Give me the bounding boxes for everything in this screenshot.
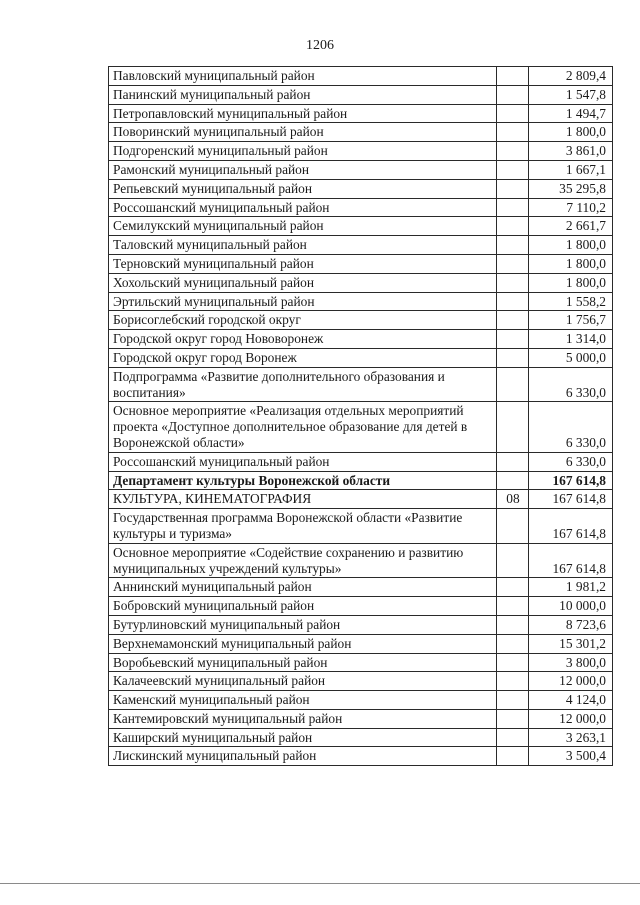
- row-name-cell: КУЛЬТУРА, КИНЕМАТОГРАФИЯ: [109, 490, 497, 509]
- row-value-cell: 3 800,0: [529, 653, 613, 672]
- row-name-cell: Основное мероприятие «Реализация отдельных мероприятий проекта «Доступное дополнительное образование для детей в Воронежской области»: [109, 402, 497, 452]
- row-value-cell: 3 861,0: [529, 142, 613, 161]
- row-value-cell: 2 809,4: [529, 67, 613, 86]
- row-name-cell: Терновский муниципальный район: [109, 254, 497, 273]
- row-code-cell: [497, 367, 529, 402]
- row-value-cell: 10 000,0: [529, 597, 613, 616]
- row-name-cell: Государственная программа Воронежской области «Развитие культуры и туризма»: [109, 509, 497, 544]
- row-name-cell: Воробьевский муниципальный район: [109, 653, 497, 672]
- row-name-cell: Поворинский муниципальный район: [109, 123, 497, 142]
- table-row: [109, 578, 613, 597]
- row-code-cell: [497, 634, 529, 653]
- row-name-cell: Департамент культуры Воронежской области: [109, 471, 497, 490]
- row-value-cell: 1 547,8: [529, 85, 613, 104]
- table-row: [109, 104, 613, 123]
- table-row: [109, 672, 613, 691]
- table-row: [109, 728, 613, 747]
- row-code-cell: [497, 728, 529, 747]
- row-code-cell: [497, 236, 529, 255]
- table-row: [109, 615, 613, 634]
- row-code-cell: [497, 747, 529, 766]
- budget-table: [108, 66, 613, 766]
- row-code-cell: [497, 615, 529, 634]
- table-row: [109, 597, 613, 616]
- row-code-cell: [497, 452, 529, 471]
- row-value-cell: 12 000,0: [529, 672, 613, 691]
- table-row: [109, 452, 613, 471]
- table-row: [109, 653, 613, 672]
- table-row: [109, 123, 613, 142]
- table-row: [109, 160, 613, 179]
- table-row: [109, 198, 613, 217]
- table-row: [109, 236, 613, 255]
- table-row: [109, 292, 613, 311]
- row-code-cell: [497, 597, 529, 616]
- row-value-cell: 35 295,8: [529, 179, 613, 198]
- row-value-cell: 5 000,0: [529, 348, 613, 367]
- row-name-cell: Кантемировский муниципальный район: [109, 709, 497, 728]
- row-name-cell: Лискинский муниципальный район: [109, 747, 497, 766]
- table-row: [109, 543, 613, 578]
- row-code-cell: [497, 179, 529, 198]
- row-name-cell: Подгоренский муниципальный район: [109, 142, 497, 161]
- table-row: [109, 85, 613, 104]
- row-value-cell: 167 614,8: [529, 471, 613, 490]
- row-name-cell: Городской округ город Воронеж: [109, 348, 497, 367]
- row-value-cell: 167 614,8: [529, 509, 613, 544]
- row-code-cell: [497, 254, 529, 273]
- row-value-cell: 4 124,0: [529, 691, 613, 710]
- row-code-cell: [497, 471, 529, 490]
- row-value-cell: 167 614,8: [529, 543, 613, 578]
- table-row: [109, 709, 613, 728]
- table-row: [109, 634, 613, 653]
- table-row: [109, 330, 613, 349]
- row-name-cell: Бобровский муниципальный район: [109, 597, 497, 616]
- row-value-cell: 3 263,1: [529, 728, 613, 747]
- row-value-cell: 2 661,7: [529, 217, 613, 236]
- row-code-cell: [497, 104, 529, 123]
- row-value-cell: 3 500,4: [529, 747, 613, 766]
- table-row: [109, 217, 613, 236]
- table-row: [109, 179, 613, 198]
- row-code-cell: [497, 160, 529, 179]
- row-name-cell: Аннинский муниципальный район: [109, 578, 497, 597]
- row-code-cell: [497, 330, 529, 349]
- row-value-cell: 1 494,7: [529, 104, 613, 123]
- row-code-cell: [497, 123, 529, 142]
- row-value-cell: 1 314,0: [529, 330, 613, 349]
- row-value-cell: 12 000,0: [529, 709, 613, 728]
- footer-rule: [0, 883, 640, 884]
- row-code-cell: [497, 292, 529, 311]
- row-name-cell: Павловский муниципальный район: [109, 67, 497, 86]
- row-value-cell: 1 981,2: [529, 578, 613, 597]
- row-name-cell: Эртильский муниципальный район: [109, 292, 497, 311]
- row-code-cell: [497, 691, 529, 710]
- row-code-cell: [497, 67, 529, 86]
- row-code-cell: [497, 217, 529, 236]
- row-value-cell: 6 330,0: [529, 452, 613, 471]
- row-value-cell: 15 301,2: [529, 634, 613, 653]
- row-name-cell: Репьевский муниципальный район: [109, 179, 497, 198]
- row-code-cell: [497, 543, 529, 578]
- row-code-cell: [497, 509, 529, 544]
- row-name-cell: Подпрограмма «Развитие дополнительного образования и воспитания»: [109, 367, 497, 402]
- row-name-cell: Хохольский муниципальный район: [109, 273, 497, 292]
- row-value-cell: 1 800,0: [529, 254, 613, 273]
- table-row: [109, 311, 613, 330]
- row-name-cell: Каширский муниципальный район: [109, 728, 497, 747]
- row-code-cell: [497, 348, 529, 367]
- row-code-cell: [497, 709, 529, 728]
- table-row: [109, 348, 613, 367]
- row-name-cell: Панинский муниципальный район: [109, 85, 497, 104]
- row-name-cell: Основное мероприятие «Содействие сохранению и развитию муниципальных учреждений культуры»: [109, 543, 497, 578]
- row-name-cell: Петропавловский муниципальный район: [109, 104, 497, 123]
- row-value-cell: 6 330,0: [529, 367, 613, 402]
- row-code-cell: 08: [497, 490, 529, 509]
- row-name-cell: Семилукский муниципальный район: [109, 217, 497, 236]
- table-row: [109, 471, 613, 490]
- row-name-cell: Борисоглебский городской округ: [109, 311, 497, 330]
- table-row: [109, 67, 613, 86]
- row-code-cell: [497, 142, 529, 161]
- table-row: [109, 367, 613, 402]
- table-row: [109, 254, 613, 273]
- row-name-cell: Городской округ город Нововоронеж: [109, 330, 497, 349]
- row-code-cell: [497, 402, 529, 452]
- row-value-cell: 1 756,7: [529, 311, 613, 330]
- row-value-cell: 1 800,0: [529, 273, 613, 292]
- row-value-cell: 167 614,8: [529, 490, 613, 509]
- row-code-cell: [497, 273, 529, 292]
- row-name-cell: Рамонский муниципальный район: [109, 160, 497, 179]
- row-value-cell: 8 723,6: [529, 615, 613, 634]
- table-row: [109, 747, 613, 766]
- row-value-cell: 6 330,0: [529, 402, 613, 452]
- row-value-cell: 1 800,0: [529, 123, 613, 142]
- row-name-cell: Верхнемамонский муниципальный район: [109, 634, 497, 653]
- table-row: [109, 490, 613, 509]
- row-value-cell: 1 558,2: [529, 292, 613, 311]
- row-name-cell: Калачеевский муниципальный район: [109, 672, 497, 691]
- table-row: [109, 402, 613, 452]
- table-row: [109, 142, 613, 161]
- row-code-cell: [497, 653, 529, 672]
- table-row: [109, 691, 613, 710]
- budget-table-body: [109, 67, 613, 766]
- page-number: 1206: [306, 38, 334, 53]
- row-code-cell: [497, 85, 529, 104]
- row-code-cell: [497, 198, 529, 217]
- row-value-cell: 1 800,0: [529, 236, 613, 255]
- row-value-cell: 7 110,2: [529, 198, 613, 217]
- row-name-cell: Россошанский муниципальный район: [109, 452, 497, 471]
- row-name-cell: Таловский муниципальный район: [109, 236, 497, 255]
- row-code-cell: [497, 672, 529, 691]
- row-name-cell: Бутурлиновский муниципальный район: [109, 615, 497, 634]
- table-row: [109, 509, 613, 544]
- row-value-cell: 1 667,1: [529, 160, 613, 179]
- table-row: [109, 273, 613, 292]
- row-name-cell: Каменский муниципальный район: [109, 691, 497, 710]
- row-name-cell: Россошанский муниципальный район: [109, 198, 497, 217]
- row-code-cell: [497, 311, 529, 330]
- row-code-cell: [497, 578, 529, 597]
